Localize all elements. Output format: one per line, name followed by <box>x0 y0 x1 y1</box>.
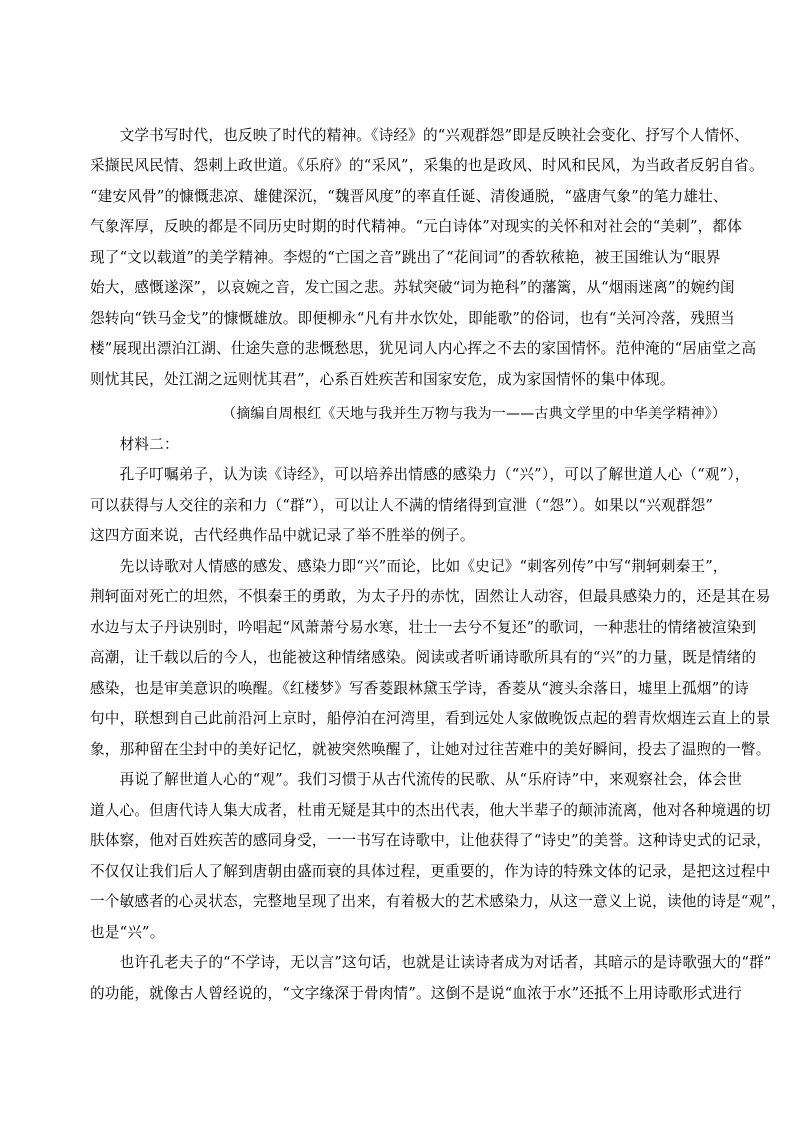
paragraph-line: 则忧其民，处江湖之远则忧其君”，心系百姓疾苦和国家安危，成为家国情怀的集中体现。 <box>90 371 675 388</box>
source-citation: （摘编自周根红《天地与我并生万物与我为一——古典文学里的中华美学精神》） <box>222 406 727 422</box>
paragraph-line: 文学书写时代，也反映了时代的精神。《诗经》的“兴观群怨”即是反映社会变化、抒写个人情怀、 <box>90 127 749 144</box>
paragraph-line: 不仅仅让我们后人了解到唐朝由盛而衰的具体过程，更重要的，作为诗的特殊文体的记录，是把这过程中 <box>90 863 771 880</box>
paragraph-line: 可以获得与人交往的亲和力（“群”），可以让人不满的情绪得到宣泄（“怨”）。如果以“兴观群怨” <box>90 497 714 514</box>
paragraph-line: 采撷民风民情、怨刺上政世道。《乐府》的“采风”，采集的也是政风、时风和民风，为当政者反躬自省。 <box>90 157 764 174</box>
paragraph-line: 再说了解世道人心的“观”。我们习惯于从古代流传的民歌、从“乐府诗”中，来观察社会，体会世 <box>90 771 742 788</box>
paragraph-line: 水边与太子丹诀别时，吟唱起“风萧萧兮易水寒，壮士一去兮不复还”的歌词，一种悲壮的情绪被渲染到 <box>90 619 757 636</box>
paragraph-line: 象，那种留在尘封中的美好记忆，就被突然唤醒了，让她对过往苦难中的美好瞬间，投去了温煦的一瞥。 <box>90 741 771 758</box>
paragraph-line: 高潮，让千载以后的今人，也能被这种情绪感染。阅读或者听诵诗歌所具有的“兴”的力量，既是情绪的 <box>90 649 757 666</box>
paragraph-line: 孔子叮嘱弟子，认为读《诗经》，可以培养出情感的感染力（“兴”），可以了解世道人心（“观”）， <box>90 466 750 483</box>
paragraph-line: 道人心。但唐代诗人集大成者，杜甫无疑是其中的杰出代表，他大半辈子的颠沛流离，他对各种境遇的切 <box>90 802 771 819</box>
paragraph-line: 肤体察，他对百姓疾苦的感同身受，一一书写在诗歌中，让他获得了“诗史”的美誉。这种诗史式的记录， <box>90 832 772 849</box>
paragraph-line: 荆轲面对死亡的坦然，不惧秦王的勇敢，为太子丹的赤忱，固然让人动容，但最具感染力的，还是其在易 <box>90 588 771 605</box>
paragraph-line: 句中，联想到自己此前沿河上京时，船停泊在河湾里，看到远处人家做晚饭点起的碧青炊烟连云直上的景 <box>90 710 771 727</box>
paragraph-line: “建安风骨”的慷慨悲凉、雄健深沉，“魏晋风度”的率直任诞、清俊通脱，“盛唐气象”的笔力雄壮、 <box>90 188 728 205</box>
paragraph-line: 怨转向“铁马金戈”的慷慨雄放。即便柳永“凡有井水饮处，即能歌”的俗词，也有“关河冷落，残照当 <box>90 310 735 327</box>
paragraph-line: 楼”展现出漂泊江湖、仕途失意的悲慨愁思，犹见词人内心挥之不去的家国情怀。范仲淹的“居庙堂之高 <box>90 340 757 357</box>
paragraph-line: 一个敏感者的心灵状态，完整地呈现了出来，有着极大的艺术感染力，从这一意义上说，读他的诗是“观”， <box>90 893 786 910</box>
paragraph-line: 的功能，就像古人曾经说的，“文字缘深于骨肉情”。这倒不是说“血浓于水”还抵不上用诗歌形式进行 <box>90 985 742 1002</box>
paragraph-line: 这四方面来说，古代经典作品中就记录了举不胜举的例子。 <box>90 527 475 544</box>
paragraph-line: 先以诗歌对人情感的感发、感染力即“兴”而论，比如《史记》“刺客列传”中写“荆轲刺秦王”， <box>90 558 728 575</box>
paragraph-line: 感染，也是审美意识的唤醒。《红楼梦》写香菱跟林黛玉学诗，香菱从“渡头余落日，墟里上孤烟”的诗 <box>90 680 749 697</box>
paragraph-line: 现了“文以载道”的美学精神。李煜的“亡国之音”跳出了“花间词”的香软秾艳，被王国维认为“眼界 <box>90 249 721 266</box>
paragraph-line: 也许孔老夫子的“不学诗，无以言”这句话，也就是让读诗者成为对话者，其暗示的是诗歌强大的“群” <box>90 954 772 971</box>
paragraph-line: 也是“兴”。 <box>90 924 165 941</box>
section-label: 材料二： <box>90 436 179 453</box>
paragraph-line: 始大，感慨遂深”，以哀婉之音，发亡国之悲。苏轼突破“词为艳科”的藩篱，从“烟雨迷离”的婉约闺 <box>90 279 735 296</box>
paragraph-line: 气象浑厚，反映的都是不同历史时期的时代精神。“元白诗体”对现实的关怀和对社会的“美刺”，都体 <box>90 218 742 235</box>
